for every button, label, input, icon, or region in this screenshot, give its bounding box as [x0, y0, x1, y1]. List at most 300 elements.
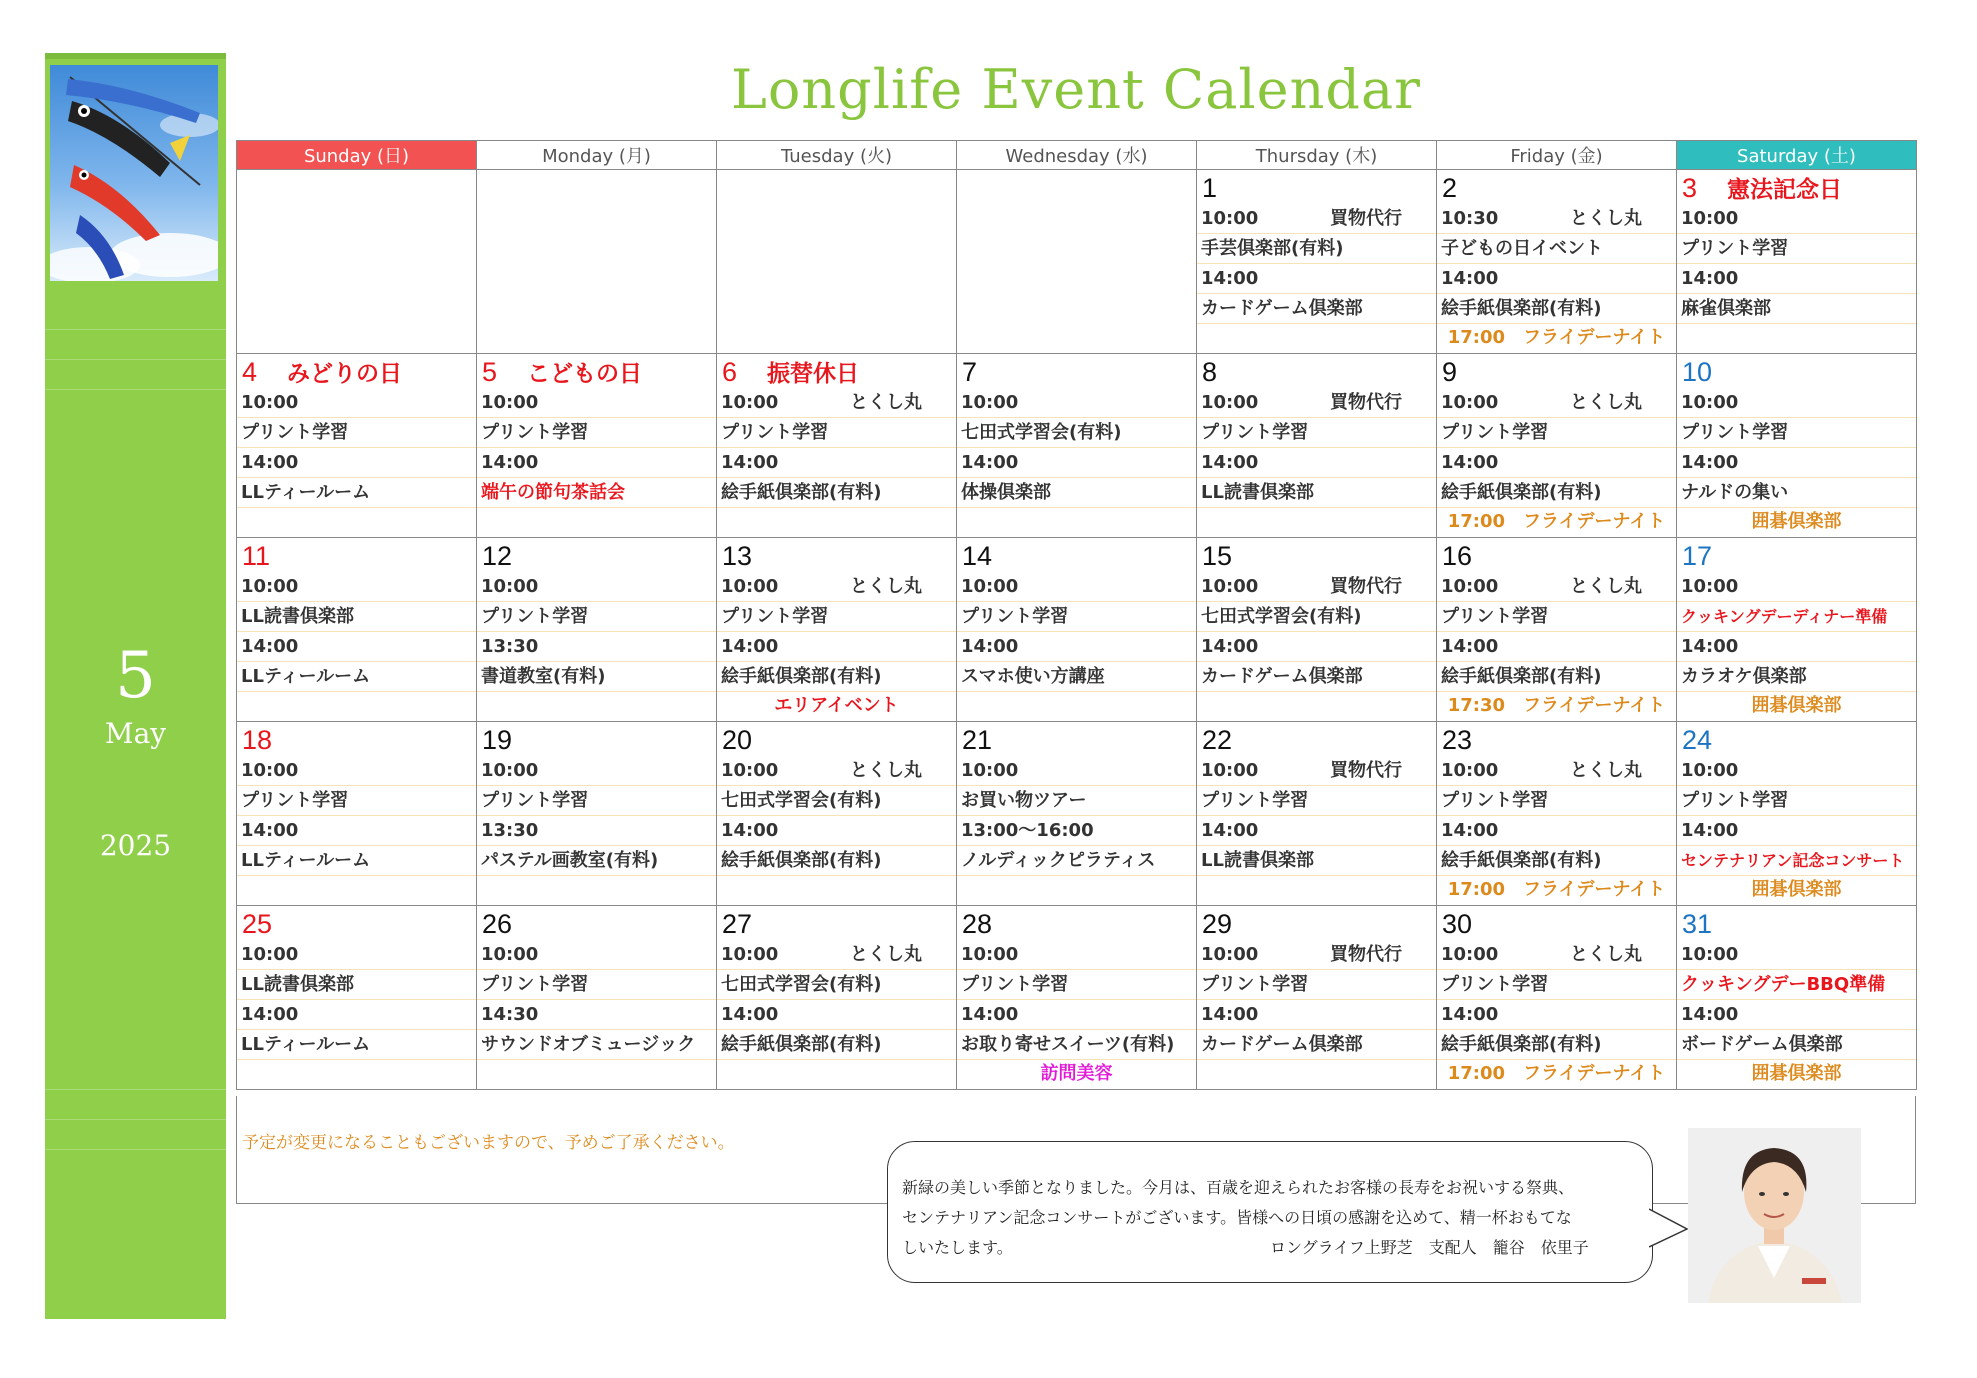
calendar-grid: [236, 140, 1917, 1090]
event-line: [477, 388, 716, 418]
event-text: 10:00: [721, 760, 779, 781]
event-text: 子どもの日イベント: [1441, 238, 1603, 259]
event-line: [717, 846, 956, 876]
day-number: 22: [1202, 725, 1233, 755]
event-text: カードゲーム倶楽部: [1201, 666, 1363, 687]
event-text: 体操倶楽部: [961, 482, 1051, 503]
event-text: 10:00: [721, 576, 779, 597]
holiday-name: 憲法記念日: [1727, 176, 1843, 202]
event-line: [237, 602, 476, 632]
event-line: [1197, 816, 1436, 846]
evening-event: 囲碁倶楽部: [1751, 511, 1842, 532]
event-text: 10:00: [1681, 392, 1739, 413]
event-line: [477, 970, 716, 1000]
day-number: 27: [722, 909, 753, 939]
event-line: [237, 418, 476, 448]
event-line: [1677, 846, 1916, 876]
event-text: プリント学習: [721, 606, 829, 627]
event-line: [957, 786, 1196, 816]
event-line: [717, 662, 956, 692]
event-text: 10:00: [1441, 392, 1499, 413]
event-text: カードゲーム倶楽部: [1201, 298, 1363, 319]
day-number: 14: [962, 541, 993, 571]
event-text: カラオケ倶楽部: [1681, 666, 1807, 687]
event-text: 絵手紙倶楽部(有料): [1441, 666, 1602, 687]
day-number-row: [717, 354, 956, 388]
event-text: 10:00: [481, 944, 539, 965]
day-number: 12: [482, 541, 513, 571]
day-cell: [237, 538, 477, 722]
day-cell: [957, 906, 1197, 1090]
event-text: 絵手紙倶楽部(有料): [721, 666, 882, 687]
weekday-0: Sunday (日): [237, 141, 477, 170]
day-number: 1: [1202, 173, 1218, 203]
event-line: [477, 662, 716, 692]
evening-event: 17:30 フライデーナイト: [1447, 695, 1666, 716]
event-text: 14:00: [1441, 452, 1499, 473]
event-service: 買物代行: [1330, 944, 1402, 965]
manager-message-bubble: [887, 1141, 1653, 1283]
event-line: [237, 756, 476, 786]
event-text: 七田式学習会(有料): [721, 974, 882, 995]
day-cell: [1437, 906, 1677, 1090]
sidebar-month-name: May: [104, 717, 167, 750]
event-text: 10:00: [721, 392, 779, 413]
event-line: [957, 940, 1196, 970]
day-number: 16: [1442, 541, 1473, 571]
event-line: [1197, 448, 1436, 478]
event-text: プリント学習: [961, 974, 1069, 995]
event-line: [1437, 816, 1676, 846]
event-text: スマホ使い方講座: [961, 666, 1105, 687]
evening-event: 17:00 フライデーナイト: [1447, 511, 1666, 532]
event-text: プリント学習: [1441, 422, 1549, 443]
event-text: 10:00: [481, 392, 539, 413]
day-cell: [1677, 906, 1917, 1090]
event-text: 10:00: [961, 392, 1019, 413]
event-text: プリント学習: [1441, 790, 1549, 811]
day-cell: [477, 354, 717, 538]
event-text: 七田式学習会(有料): [1201, 606, 1362, 627]
day-number-row: [1437, 906, 1676, 940]
event-line: [477, 1000, 716, 1030]
page-title: Longlife Event Calendar: [731, 58, 1421, 121]
event-line: [717, 418, 956, 448]
event-service: とくし丸: [1570, 944, 1642, 965]
day-number-row: [1437, 722, 1676, 756]
event-text: 10:00: [241, 392, 299, 413]
event-line: [957, 478, 1196, 508]
event-line: [1437, 234, 1676, 264]
event-line: [1677, 264, 1916, 294]
event-line: [1437, 448, 1676, 478]
day-cell: [1197, 354, 1437, 538]
event-text: 麻雀倶楽部: [1681, 298, 1771, 319]
day-number: 25: [242, 909, 273, 939]
event-text: 10:00: [1201, 944, 1259, 965]
day-number: 11: [242, 541, 271, 571]
event-text: LL読書倶楽部: [241, 606, 354, 627]
event-text: 絵手紙倶楽部(有料): [1441, 482, 1602, 503]
day-number-row: [957, 906, 1196, 940]
day-number: 30: [1442, 909, 1473, 939]
event-text: 10:00: [481, 576, 539, 597]
event-text: LLティールーム: [241, 666, 371, 687]
event-text: 10:00: [1201, 392, 1259, 413]
event-text: 14:00: [1441, 820, 1499, 841]
day-cell: [717, 170, 957, 354]
event-text: 10:00: [1201, 208, 1259, 229]
event-line: [1677, 662, 1916, 692]
event-text: 14:00: [241, 452, 299, 473]
day-cell: [957, 354, 1197, 538]
event-text: 14:00: [241, 1004, 299, 1025]
event-text: プリント学習: [1681, 238, 1789, 259]
event-text: プリント学習: [1201, 422, 1309, 443]
event-text: お取り寄せスイーツ(有料): [961, 1034, 1175, 1055]
event-line: [237, 662, 476, 692]
day-number-row: [237, 722, 476, 756]
event-text: 10:00: [481, 760, 539, 781]
event-text: 10:00: [1681, 208, 1739, 229]
event-line: [1437, 1000, 1676, 1030]
event-line: [717, 388, 956, 418]
day-number: 19: [482, 725, 513, 755]
event-line: [477, 632, 716, 662]
event-line: [1197, 602, 1436, 632]
day-number: 3: [1682, 173, 1698, 203]
day-cell: [1197, 722, 1437, 906]
day-number-row: [1677, 722, 1916, 756]
event-text: LL読書倶楽部: [1201, 850, 1314, 871]
event-line: [957, 602, 1196, 632]
day-number-row: [1437, 538, 1676, 572]
event-text: プリント学習: [1681, 422, 1789, 443]
event-line: [1197, 572, 1436, 602]
weekday-2: Tuesday (火): [717, 141, 957, 170]
event-line: [717, 572, 956, 602]
day-number-row: [1197, 354, 1436, 388]
event-line: [1437, 294, 1676, 324]
event-line: [957, 662, 1196, 692]
day-cell: [1437, 538, 1677, 722]
event-line: [1437, 786, 1676, 816]
day-cell: [1677, 354, 1917, 538]
day-cell: [1437, 722, 1677, 906]
evening-event: 囲碁倶楽部: [1751, 1063, 1842, 1084]
event-text: 絵手紙倶楽部(有料): [721, 850, 882, 871]
event-line: [1197, 478, 1436, 508]
event-line: [237, 572, 476, 602]
event-line: [1677, 572, 1916, 602]
event-text: サウンドオブミュージック: [481, 1034, 696, 1055]
event-line: [237, 388, 476, 418]
event-line: [1437, 632, 1676, 662]
event-line: [1677, 478, 1916, 508]
event-text: 14:00: [241, 636, 299, 657]
event-text: 14:00: [1681, 452, 1739, 473]
event-line: [1437, 1030, 1676, 1060]
event-text: プリント学習: [721, 422, 829, 443]
day-cell: [1437, 354, 1677, 538]
day-number-row: [477, 354, 716, 388]
event-line: [1437, 940, 1676, 970]
event-text: 10:00: [241, 760, 299, 781]
event-text: 端午の節句茶話会: [481, 482, 625, 503]
event-text: 14:00: [1441, 1004, 1499, 1025]
event-text: 10:00: [1681, 944, 1739, 965]
event-line: [477, 786, 716, 816]
event-line: [957, 756, 1196, 786]
event-text: 10:00: [1441, 576, 1499, 597]
event-line: [477, 448, 716, 478]
event-text: プリント学習: [1441, 974, 1549, 995]
holiday-name: みどりの日: [287, 360, 403, 386]
day-cell: [477, 170, 717, 354]
day-number: 24: [1682, 725, 1713, 755]
event-text: プリント学習: [481, 606, 589, 627]
event-text: 絵手紙倶楽部(有料): [1441, 298, 1602, 319]
event-line: [957, 388, 1196, 418]
event-line: [957, 970, 1196, 1000]
day-number-row: [237, 538, 476, 572]
event-service: とくし丸: [850, 576, 922, 597]
event-line: [1677, 204, 1916, 234]
event-service: 買物代行: [1330, 392, 1402, 413]
event-text: LL読書倶楽部: [1201, 482, 1314, 503]
event-service: とくし丸: [850, 944, 922, 965]
sidebar-month-number: 5: [115, 639, 156, 713]
day-number-row: [1437, 354, 1676, 388]
event-text: 絵手紙倶楽部(有料): [1441, 1034, 1602, 1055]
event-service: とくし丸: [850, 392, 922, 413]
event-text: 10:00: [1201, 576, 1259, 597]
event-line: [717, 1000, 956, 1030]
day-number: 15: [1202, 541, 1233, 571]
day-number-row: [1677, 354, 1916, 388]
event-line: [1197, 786, 1436, 816]
event-line: [477, 940, 716, 970]
event-line: [1197, 1000, 1436, 1030]
week-row: [237, 906, 1917, 1090]
day-cell: [477, 538, 717, 722]
event-service: とくし丸: [1570, 576, 1642, 597]
event-line: [1197, 846, 1436, 876]
event-service: とくし丸: [1570, 392, 1642, 413]
event-line: [1677, 756, 1916, 786]
day-cell: [957, 538, 1197, 722]
day-number-row: [717, 722, 956, 756]
evening-event: 囲碁倶楽部: [1751, 695, 1842, 716]
event-text: 13:30: [481, 820, 539, 841]
event-text: 14:00: [1201, 820, 1259, 841]
day-number-row: [1677, 538, 1916, 572]
event-line: [957, 1030, 1196, 1060]
event-line: [957, 448, 1196, 478]
event-text: 14:30: [481, 1004, 539, 1025]
event-text: お買い物ツアー: [961, 790, 1087, 811]
event-line: [1437, 264, 1676, 294]
event-line: [717, 478, 956, 508]
event-text: プリント学習: [1681, 790, 1789, 811]
event-line: [1197, 662, 1436, 692]
day-number-row: [957, 722, 1196, 756]
event-line: [1437, 846, 1676, 876]
evening-event: 囲碁倶楽部: [1751, 879, 1842, 900]
event-text: 10:00: [961, 944, 1019, 965]
event-line: [1197, 264, 1436, 294]
event-text: ノルディックピラティス: [961, 850, 1156, 871]
event-text: LLティールーム: [241, 850, 371, 871]
event-service: とくし丸: [850, 760, 922, 781]
event-text: 14:00: [721, 452, 779, 473]
event-text: プリント学習: [241, 790, 349, 811]
event-line: [1197, 756, 1436, 786]
day-number: 28: [962, 909, 993, 939]
day-number: 10: [1682, 357, 1713, 387]
day-number: 4: [242, 357, 258, 387]
day-number: 5: [482, 357, 498, 387]
day-number: 8: [1202, 357, 1218, 387]
day-cell: [237, 906, 477, 1090]
event-text: 10:00: [1441, 760, 1499, 781]
event-line: [237, 1030, 476, 1060]
event-text: 10:00: [241, 944, 299, 965]
weekday-4: Thursday (木): [1197, 141, 1437, 170]
day-number-row: [1677, 906, 1916, 940]
day-cell: [237, 722, 477, 906]
event-line: [237, 970, 476, 1000]
event-line: [1677, 388, 1916, 418]
event-text: 14:00: [1201, 1004, 1259, 1025]
event-line: [1677, 418, 1916, 448]
day-cell: [237, 170, 477, 354]
event-line: [477, 1030, 716, 1060]
event-line: [477, 816, 716, 846]
evening-event: 17:00 フライデーナイト: [1447, 327, 1666, 348]
event-text: 10:00: [1201, 760, 1259, 781]
week-row: [237, 722, 1917, 906]
event-line: [237, 1000, 476, 1030]
event-text: 10:00: [721, 944, 779, 965]
day-number: 17: [1682, 541, 1713, 571]
event-line: [717, 602, 956, 632]
day-cell: [1197, 170, 1437, 354]
event-text: 14:00: [1681, 820, 1739, 841]
event-line: [1197, 418, 1436, 448]
event-text: 10:00: [961, 576, 1019, 597]
event-line: [957, 816, 1196, 846]
event-line: [957, 418, 1196, 448]
message-line-1: 新緑の美しい季節となりました。今月は、百歳を迎えられたお客様の長寿をお祝いする祭典、: [902, 1178, 1575, 1197]
event-line: [1437, 970, 1676, 1000]
event-text: クッキングデーディナー準備: [1681, 607, 1888, 626]
day-number-row: [1437, 170, 1676, 204]
event-line: [957, 572, 1196, 602]
event-text: 14:00: [1201, 268, 1259, 289]
event-line: [237, 816, 476, 846]
event-text: 14:00: [1441, 636, 1499, 657]
event-text: クッキングデーBBQ準備: [1681, 974, 1886, 995]
event-text: カードゲーム倶楽部: [1201, 1034, 1363, 1055]
event-line: [1197, 294, 1436, 324]
event-line: [237, 786, 476, 816]
evening-event: 17:00 フライデーナイト: [1447, 879, 1666, 900]
event-line: [1677, 448, 1916, 478]
event-line: [477, 756, 716, 786]
event-line: [237, 448, 476, 478]
event-line: [1437, 478, 1676, 508]
day-number-row: [957, 538, 1196, 572]
day-number-row: [717, 906, 956, 940]
event-line: [717, 756, 956, 786]
event-service: 買物代行: [1330, 760, 1402, 781]
weekday-6: Saturday (土): [1677, 141, 1917, 170]
day-cell: [477, 722, 717, 906]
day-number-row: [717, 538, 956, 572]
event-line: [717, 816, 956, 846]
event-text: 14:00: [481, 452, 539, 473]
event-line: [477, 478, 716, 508]
sidebar-year: 2025: [99, 829, 172, 862]
event-line: [477, 418, 716, 448]
day-cell: [477, 906, 717, 1090]
event-text: 13:00～16:00: [961, 820, 1094, 841]
koinobori-photo: [50, 65, 218, 281]
event-line: [1437, 388, 1676, 418]
event-text: 手芸倶楽部(有料): [1201, 238, 1344, 259]
day-number: 23: [1442, 725, 1473, 755]
event-line: [1437, 572, 1676, 602]
week-row: [237, 354, 1917, 538]
day-number-row: [237, 906, 476, 940]
event-line: [1197, 234, 1436, 264]
day-number-row: [957, 354, 1196, 388]
event-line: [957, 846, 1196, 876]
schedule-change-notice: 予定が変更になることもございますので、予めご了承ください。: [242, 1133, 735, 1153]
event-line: [1677, 294, 1916, 324]
message-line-2: センテナリアン記念コンサートがございます。皆様への日頃の感謝を込めて、精一杯おもてな: [902, 1208, 1572, 1227]
day-number-row: [1197, 538, 1436, 572]
event-line: [1677, 940, 1916, 970]
event-line: [1677, 1000, 1916, 1030]
event-line: [1197, 632, 1436, 662]
event-text: 14:00: [1201, 636, 1259, 657]
event-line: [1197, 388, 1436, 418]
day-number: 20: [722, 725, 753, 755]
event-service: 買物代行: [1330, 208, 1402, 229]
event-line: [1437, 602, 1676, 632]
day-number: 13: [722, 541, 753, 571]
event-line: [1677, 786, 1916, 816]
event-text: ナルドの集い: [1681, 482, 1789, 503]
event-line: [717, 940, 956, 970]
event-text: プリント学習: [1441, 606, 1549, 627]
event-text: 14:00: [1441, 268, 1499, 289]
day-number-row: [1197, 722, 1436, 756]
day-number-row: [477, 538, 716, 572]
event-text: 14:00: [721, 636, 779, 657]
message-signature: ロングライフ上野芝 支配人 籠谷 依里子: [1270, 1238, 1589, 1257]
day-number-row: [1677, 170, 1916, 204]
event-line: [1197, 940, 1436, 970]
event-line: [1197, 970, 1436, 1000]
event-text: 絵手紙倶楽部(有料): [721, 1034, 882, 1055]
bubble-tail-icon: [1649, 1207, 1689, 1251]
day-number: 31: [1682, 909, 1713, 939]
event-text: 14:00: [961, 452, 1019, 473]
event-text: LLティールーム: [241, 1034, 371, 1055]
